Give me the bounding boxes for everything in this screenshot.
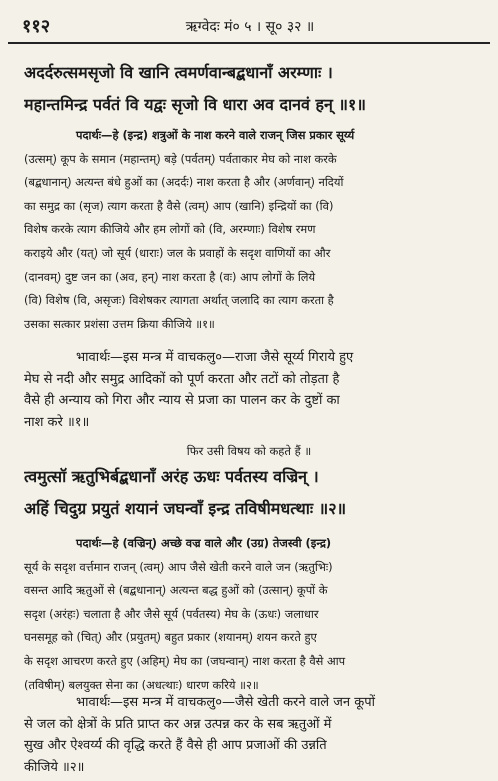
bhavartha-1 [24, 347, 484, 433]
padartha-1-line: उसका सत्कार प्रशंसा उत्तम क्रिया कीजिये ॥१॥ [24, 316, 215, 331]
padartha-1-line: (वि) विशेष (वि, असृजः) विशेषकर त्यागता अर्थात् जलादि का त्याग करता है [24, 293, 334, 308]
bhavartha-1-line: भावार्थः—इस मन्त्र में वाचकलु०—राजा जैसे सूर्य्य गिराये हुए [76, 350, 354, 365]
mantra-2-line-2: अहिं चिदुग्र प्रयुतं शयानं जघन्वाँ इन्द्र तविषीमधत्थाः ॥२॥ [24, 499, 347, 518]
padartha-1-line: (दानवम्) दुष्ट जन का (अव, हन्) नाश करता है (वः) आप लोगों के लिये [24, 269, 316, 284]
padartha-1-line: (उत्सम्) कूप के समान (महान्तम्) बड़े (पर्वतम्) पर्वताकार मेघ को नाश करके [24, 151, 337, 166]
mantra-2-line-1: त्वमुत्सॉ ऋतुभिर्बद्बधानाँ अरंह ऊधः पर्वतस्य वज्रिन् । [24, 467, 319, 486]
bhavartha-1-line: नाश करे ॥१॥ [24, 414, 90, 430]
transition-line: फिर उसी विषय को कहते हैं ॥ [186, 444, 312, 458]
padartha-2-line: के सदृश आचरण करते हुए (अहिम्) मेघ का (जघन्वान्) नाश करता है वैसे आप [24, 653, 346, 668]
mantra-1-line-1: अदर्दरुत्समसृजो वि खानि त्वमर्णवान्बद्बधानाँ अरम्णाः । [24, 63, 333, 82]
padartha-2 [24, 532, 484, 697]
padartha-1-line: कराइये और (यत्) जो सूर्य (धाराः) जल के प्रवाहों के सदृश वाणियों का और [24, 245, 331, 260]
page-number: ११२ [22, 16, 51, 37]
padartha-2-line: घनसमूह को (चित्) और (प्रयुतम्) बहुत प्रकार (शयानम्) शयन करते हुए [24, 630, 317, 645]
padartha-1-line: विशेष करके त्याग कीजिये और हम लोगों को (वि, अरम्णाः) विशेष रमण [24, 222, 316, 237]
padartha-2-line: सदृश (अरंहः) चलाता है और जैसे सूर्य (पर्वतस्य) मेघ के (ऊधः) जलाधार [24, 606, 319, 621]
padartha-2-line: पदार्थः—हे (वज्रिन्) अच्छे वज्र वाले और (उग्र) तेजस्वी (इन्द्र) [76, 536, 332, 550]
padartha-1-line: पदार्थः—हे (इन्द्र) शत्रुओं के नाश करने वाले राजन् जिस प्रकार सूर्य्य [76, 128, 355, 142]
padartha-2-line: सूर्य के सदृश वर्त्तमान राजन् (त्वम्) आप जैसे खेती करने वाले जन (ऋतुभिः) [24, 559, 333, 574]
padartha-1-line: (बद्बधानान्) अत्यन्त बंधे हुओं का (अदर्दः) नाश करता है और (अर्णवान्) नदियों [24, 175, 344, 190]
padartha-2-line: वसन्त आदि ऋतुओं से (बद्बधानान्) अत्यन्त बद्ध हुओं को (उत्सान्) कूपों के [24, 583, 328, 598]
bhavartha-2 [24, 692, 484, 778]
padartha-2-line: (तविषीम्) बलयुक्त सेना का (अधत्थाः) धारण करिये ॥२॥ [24, 677, 259, 692]
bhavartha-2-line: कीजिये ॥२॥ [24, 759, 85, 775]
bhavartha-1-line: वैसे ही अन्याय को गिरा और न्याय से प्रजा का पालन कर के दुष्टों का [24, 393, 340, 408]
bhavartha-2-line: भावार्थः—इस मन्त्र में वाचकलु०—जैसे खेती करने वाले जन कूपों [76, 695, 375, 710]
padartha-1 [24, 124, 484, 336]
bhavartha-2-line: सुख और ऐश्वर्य्य की वृद्धि करते हैं वैसे ही आप प्रजाओं की उन्नति [24, 738, 327, 753]
page-header [22, 14, 478, 38]
bhavartha-2-line: से जल को क्षेत्रों के प्रति प्राप्त कर अन्न उत्पन्न कर के सब ऋतुओं में [24, 716, 332, 732]
padartha-1-line: का समुद्र का (सृज) त्याग करता है वैसे (त्वम्) आप (खानि) इन्द्रियों का (वि) [24, 198, 334, 213]
header-rule [8, 42, 490, 44]
mantra-1-line-2: महान्तमिन्द्र पर्वतं वि यद्वः सृजो वि धारा अव दानवं हन् ॥१॥ [24, 95, 366, 114]
bhavartha-1-line: मेघ से नदी और समुद्र आदिकों को पूर्ण करता और तटों को तोड़ता है [24, 371, 340, 387]
running-head: ऋग्वेदः मं० ५ । सू० ३२ ॥ [185, 18, 315, 35]
